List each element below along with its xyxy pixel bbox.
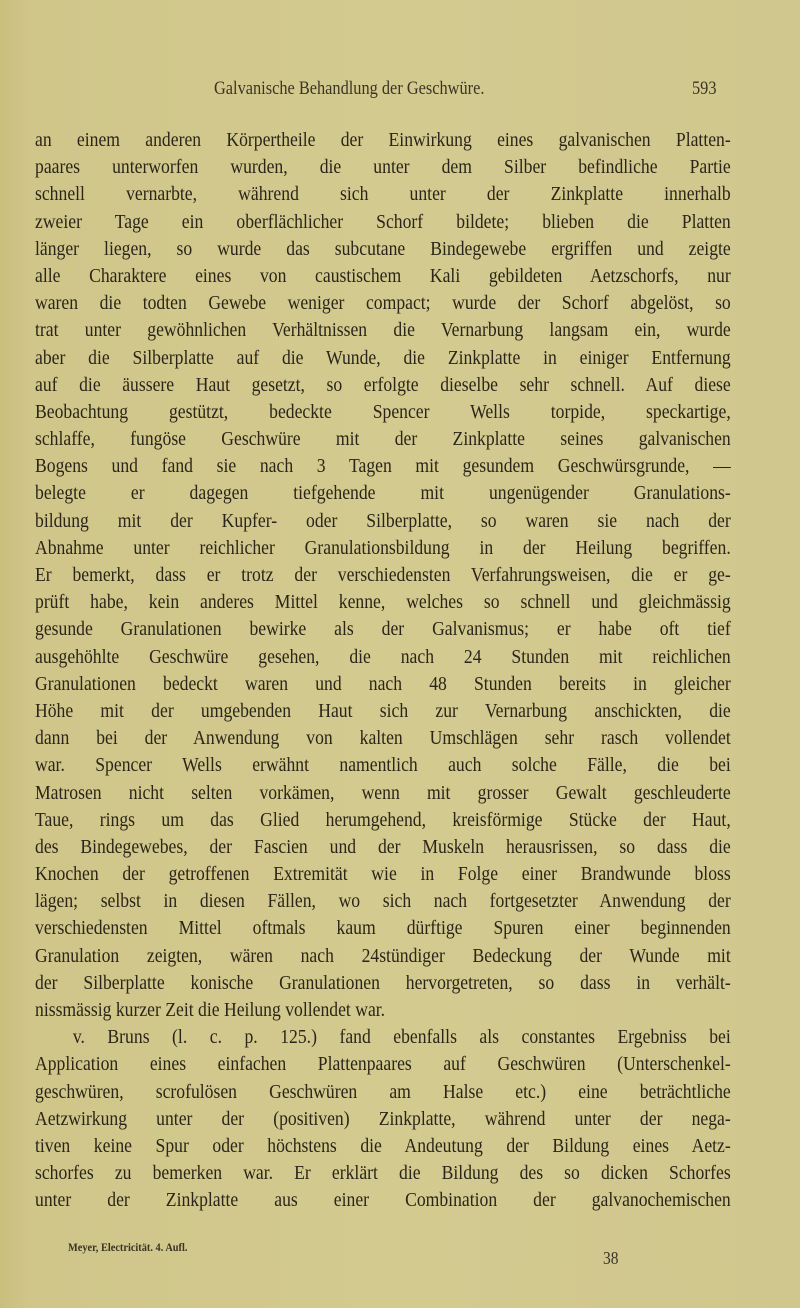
text-line: alle Charaktere eines von caustischem Kali gebildeten Aetzschorfs, nur <box>35 264 731 287</box>
text-line: Aetzwirkung unter der (positiven) Zinkplatte, während unter der nega- <box>35 1107 731 1130</box>
text-line: aber die Silberplatte auf die Wunde, die Zinkplatte in einiger Entfernung <box>35 346 731 369</box>
text-line: gesunde Granulationen bewirke als der Galvanismus; er habe oft tief <box>35 618 731 641</box>
text-line: Matrosen nicht selten vorkämen, wenn mit grosser Gewalt geschleuderte <box>35 781 731 804</box>
signature-note: Meyer, Electricität. 4. Aufl. <box>68 1242 188 1254</box>
text-line: Granulation zeigten, wären nach 24stündiger Bedeckung der Wunde mit <box>35 944 731 967</box>
text-line: zweier Tage ein oberflächlicher Schorf bildete; blieben die Platten <box>35 210 731 233</box>
text-line: Knochen der getroffenen Extremität wie in Folge einer Brandwunde bloss <box>35 863 731 886</box>
text-line: Taue, rings um das Glied herumgehend, kreisförmige Stücke der Haut, <box>35 808 731 831</box>
text-line: des Bindegewebes, der Fascien und der Muskeln herausrissen, so dass die <box>35 835 731 858</box>
text-line: geschwüren, scrofulösen Geschwüren am Halse etc.) eine beträchtliche <box>35 1080 731 1103</box>
text-line: paares unterworfen wurden, die unter dem Silber befindliche Partie <box>35 156 731 179</box>
text-line: länger liegen, so wurde das subcutane Bindegewebe ergriffen und zeigte <box>35 237 731 260</box>
text-line: ausgehöhlte Geschwüre gesehen, die nach 24 Stunden mit reichlichen <box>35 645 731 668</box>
body-text <box>35 127 731 1215</box>
text-line: dann bei der Anwendung von kalten Umschlägen sehr rasch vollendet <box>35 727 731 750</box>
text-line: Höhe mit der umgebenden Haut sich zur Vernarbung anschickten, die <box>35 699 731 722</box>
text-line: unter der Zinkplatte aus einer Combination der galvanochemischen <box>35 1189 731 1212</box>
text-line: an einem anderen Körpertheile der Einwirkung eines galvanischen Platten- <box>35 129 731 151</box>
text-line: verschiedensten Mittel oftmals kaum dürftige Spuren einer beginnenden <box>35 917 731 940</box>
text-line: schorfes zu bemerken war. Er erklärt die Bildung des so dicken Schorfes <box>35 1162 731 1185</box>
text-line: Application eines einfachen Plattenpaares auf Geschwüren (Unterschenkel- <box>35 1053 731 1076</box>
text-line: trat unter gewöhnlichen Verhältnissen die Vernarbung langsam ein, wurde <box>35 319 731 342</box>
text-line: Beobachtung gestützt, bedeckte Spencer Wells torpide, speckartige, <box>35 400 731 423</box>
signature-mark: 38 <box>603 1248 619 1268</box>
text-line: der Silberplatte konische Granulationen hervorgetreten, so dass in verhält- <box>35 971 731 994</box>
text-line: Abnahme unter reichlicher Granulationsbildung in der Heilung begriffen. <box>35 536 731 559</box>
text-line-paragraph-start: v. Bruns (l. c. p. 125.) fand ebenfalls als constantes Ergebniss bei <box>72 1026 731 1049</box>
text-line: auf die äussere Haut gesetzt, so erfolgte dieselbe sehr schnell. Auf diese <box>35 373 731 396</box>
text-line: waren die todten Gewebe weniger compact; wurde der Schorf abgelöst, so <box>35 292 731 315</box>
text-line: war. Spencer Wells erwähnt namentlich auch solche Fälle, die bei <box>35 754 731 777</box>
text-line: tiven keine Spur oder höchstens die Andeutung der Bildung eines Aetz- <box>35 1134 731 1157</box>
text-line: Er bemerkt, dass er trotz der verschiedensten Verfahrungsweisen, die er ge- <box>35 564 731 586</box>
running-title: Galvanische Behandlung der Geschwüre. <box>214 78 485 99</box>
text-line: schlaffe, fungöse Geschwüre mit der Zinkplatte seines galvanischen <box>35 428 731 451</box>
text-line: prüft habe, kein anderes Mittel kenne, welches so schnell und gleichmässig <box>35 591 731 614</box>
text-line: Bogens und fand sie nach 3 Tagen mit gesundem Geschwürsgrunde, — <box>35 455 731 478</box>
text-line: Granulationen bedeckt waren und nach 48 Stunden bereits in gleicher <box>35 672 731 695</box>
text-line: bildung mit der Kupfer- oder Silberplatte, so waren sie nach der <box>35 509 731 532</box>
text-line: lägen; selbst in diesen Fällen, wo sich nach fortgesetzter Anwendung der <box>35 890 731 913</box>
page-number: 593 <box>692 78 717 99</box>
text-line: nissmässig kurzer Zeit die Heilung vollendet war. <box>35 999 386 1021</box>
text-line: belegte er dagegen tiefgehende mit ungenügender Granulations- <box>35 482 731 505</box>
text-line: schnell vernarbte, während sich unter der Zinkplatte innerhalb <box>35 183 731 206</box>
